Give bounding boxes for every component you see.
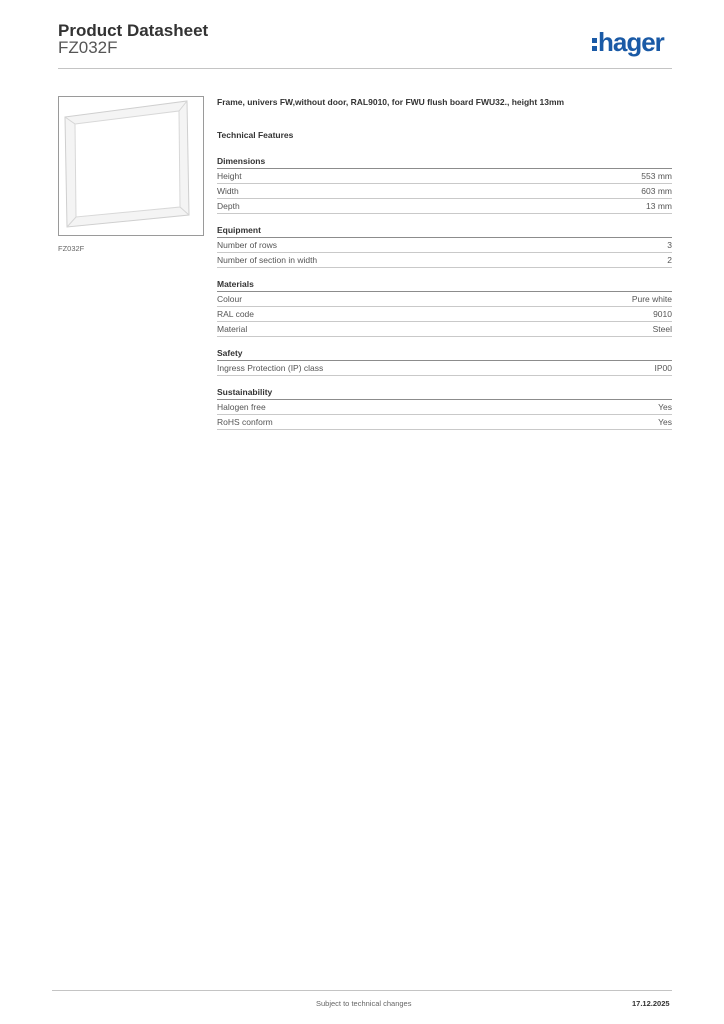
footer-divider [52, 990, 672, 991]
feature-label: Halogen free [217, 402, 266, 412]
feature-row [217, 400, 672, 415]
feature-label: Number of rows [217, 240, 277, 250]
frame-illustration-icon [59, 97, 203, 235]
feature-row [217, 199, 672, 214]
feature-label: Depth [217, 201, 240, 211]
logo-dots-icon [592, 36, 597, 52]
feature-row [217, 361, 672, 376]
feature-value: Steel [652, 324, 672, 334]
feature-value: 13 mm [646, 201, 672, 211]
feature-value: 3 [667, 240, 672, 250]
feature-row [217, 169, 672, 184]
feature-group-sustainability [217, 386, 672, 430]
feature-label: Height [217, 171, 242, 181]
feature-label: RoHS conform [217, 417, 273, 427]
feature-label: Colour [217, 294, 243, 304]
feature-value: Pure white [631, 294, 672, 304]
feature-value: 9010 [653, 309, 672, 319]
group-title: Equipment [217, 224, 672, 238]
feature-groups [217, 155, 672, 430]
feature-value: Yes [658, 402, 672, 412]
feature-value: 2 [667, 255, 672, 265]
product-image [58, 96, 204, 236]
feature-row [217, 238, 672, 253]
feature-value: 603 mm [641, 186, 672, 196]
feature-group-safety [217, 347, 672, 376]
product-reference: FZ032F [58, 38, 118, 57]
feature-value: Yes [658, 417, 672, 427]
feature-label: Ingress Protection (IP) class [217, 363, 324, 373]
group-title: Dimensions [217, 155, 672, 169]
feature-group-materials [217, 278, 672, 337]
footer-date: 17.12.2025 [632, 999, 670, 1008]
feature-group-equipment [217, 224, 672, 268]
feature-value: 553 mm [641, 171, 672, 181]
product-image-caption: FZ032F [58, 244, 85, 253]
feature-value: IP00 [654, 363, 672, 373]
datasheet-content [217, 95, 672, 440]
feature-group-dimensions [217, 155, 672, 214]
feature-label: RAL code [217, 309, 255, 319]
footer-note: Subject to technical changes [316, 999, 412, 1008]
feature-label: Number of section in width [217, 255, 318, 265]
feature-label: Width [217, 186, 239, 196]
group-title: Materials [217, 278, 672, 292]
feature-row [217, 322, 672, 337]
feature-row [217, 307, 672, 322]
feature-row [217, 184, 672, 199]
technical-features-heading: Technical Features [217, 130, 294, 140]
page-title: Product Datasheet [58, 21, 209, 40]
feature-row [217, 415, 672, 430]
feature-row [217, 292, 672, 307]
header-divider [58, 68, 672, 69]
product-description: Frame, univers FW,without door, RAL9010, for FWU flush board FWU32., height 13mm [217, 97, 565, 107]
feature-label: Material [217, 324, 248, 334]
feature-row [217, 253, 672, 268]
logo-text: hager [598, 27, 664, 57]
group-title: Safety [217, 347, 672, 361]
group-title: Sustainability [217, 386, 672, 400]
hager-logo [592, 27, 664, 58]
